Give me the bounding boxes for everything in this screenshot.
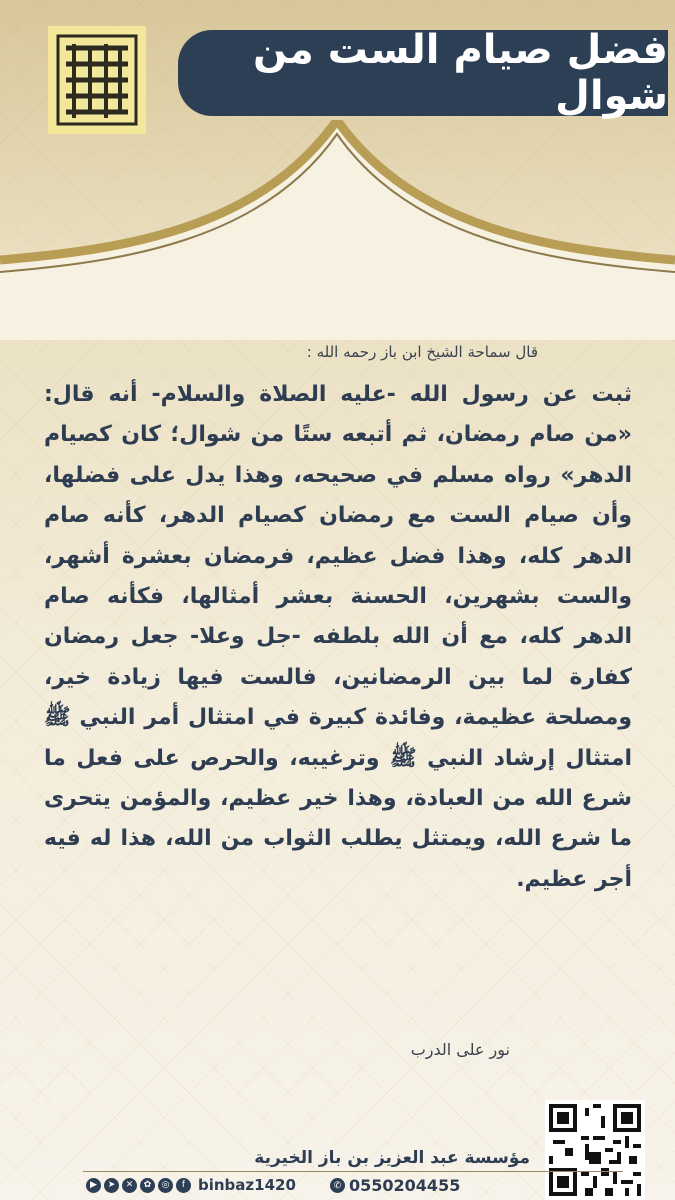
decorative-arch (0, 120, 675, 340)
snapchat-icon[interactable]: ✿ (140, 1178, 155, 1193)
fatwa-paragraph: ثبت عن رسول الله -عليه الصلاة والسلام- أنه قال: «من صام رمضان، ثم أتبعه ستًا من شوال؛ كان كصيام الدهر» رواه مسلم في صحيحه، وهذا يدل على فضلها، وأن صيام الست مع رمضان كصيام الدهر، كأنه صام الدهر كله، وهذا فضل عظيم، فرمضان بعشرة أشهر، والست بشهرين، الحسنة بعشر أمثالها، فكأنه صام الدهر كله، مع أن الله بلطفه -جل وعلا- جعل رمضان كفارة لما بين الرمضانين، فالست فيها زيادة خير، ومصلحة عظيمة، وفائدة كبيرة في امتثال أمر النبي ﷺ امتثال إرشاد النبي ﷺ وترغيبه، والحرص على فعل ما شرع الله من العبادة، وهذا خير عظيم، والمؤمن يتحرى ما شرع الله، ويمتثل يطلب الثواب من الله، هذا له فيه أجر عظيم. (44, 382, 632, 892)
calligraphy-logo-icon (56, 34, 138, 126)
intro-line: قال سماحة الشيخ ابن باز رحمه الله : (306, 343, 538, 361)
facebook-icon[interactable]: f (176, 1178, 191, 1193)
phone-number[interactable]: 0550204455 (349, 1176, 461, 1195)
foundation-name: مؤسسة عبد العزيز بن باز الخيرية (254, 1148, 530, 1168)
social-links (86, 1176, 296, 1194)
whatsapp-icon[interactable]: ✆ (330, 1178, 345, 1193)
footer-divider (83, 1171, 623, 1172)
title-banner (178, 27, 668, 119)
phone-contact (330, 1176, 460, 1195)
qr-code[interactable] (545, 1100, 645, 1200)
instagram-icon[interactable]: ◎ (158, 1178, 173, 1193)
qr-code-icon (545, 1100, 645, 1200)
youtube-icon[interactable]: ▶ (86, 1178, 101, 1193)
page-title: فضل صيام الست من شوال (253, 27, 668, 119)
social-handle[interactable]: binbaz1420 (198, 1176, 296, 1194)
source-label: نور على الدرب (410, 1040, 510, 1059)
telegram-icon[interactable]: ➤ (104, 1178, 119, 1193)
twitter-icon[interactable]: ✕ (122, 1178, 137, 1193)
foundation-logo (48, 26, 146, 134)
fatwa-text (44, 375, 632, 900)
